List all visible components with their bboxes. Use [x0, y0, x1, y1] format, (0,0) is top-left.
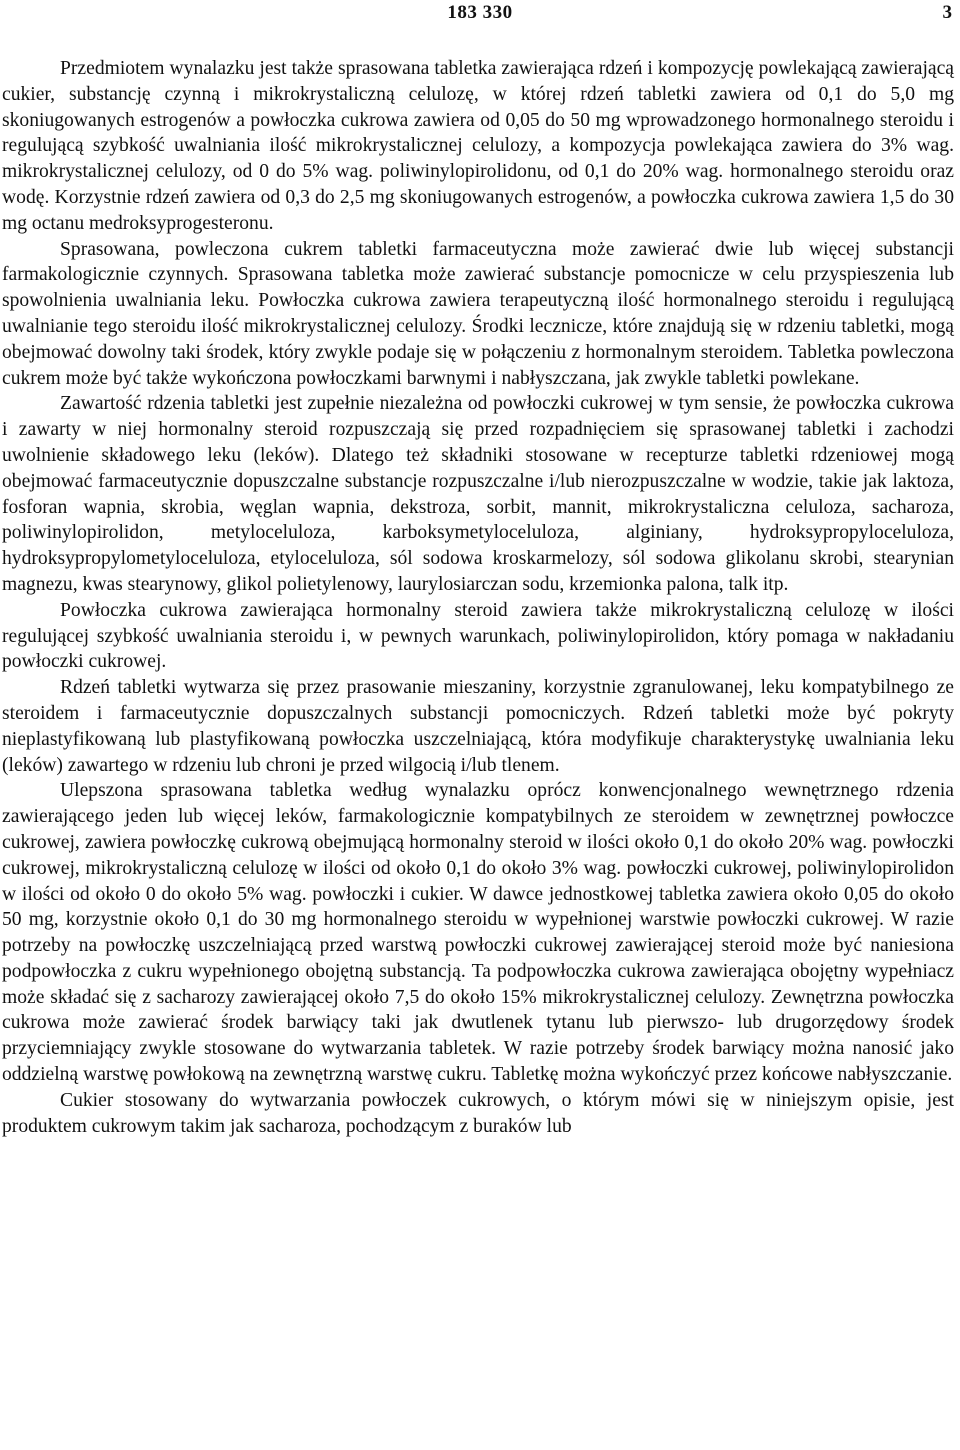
- paragraph: Cukier stosowany do wytwarzania powłoczek cukrowych, o którym mówi się w niniejszym opisie, jest produktem cukrowym takim jak sacharoza, pochodzącym z buraków lub: [2, 1089, 954, 1137]
- page-header: [0, 0, 960, 30]
- paragraph: Rdzeń tabletki wytwarza się przez prasowanie mieszaniny, korzystnie zgranulowanej, leku kompatybilnego ze steroidem i farmaceutycznie dopuszczalnych substancji pomocniczych. Rdzeń tabletki może być pokryty nieplastyfikowaną lub plastyfikowaną powłoczka uszczelniającą, która modyfikuje charakterystykę uwalniania leku (leków) zawartego w rdzeniu lub chroni je przed wilgocią i/lub tlenem.: [2, 677, 954, 776]
- paragraph: Sprasowana, powleczona cukrem tabletki farmaceutyczna może zawierać dwie lub więcej substancji farmakologicznie czynnych. Sprasowana tabletka może zawierać substancje pomocnicze w celu przyspieszenia lub spowolnienia uwalniania leku. Powłoczka cukrowa zawiera terapeutyczną ilość hormonalnego steroidu i regulującą uwalnianie tego steroidu ilość mikrokrystalicznej celulozy. Środki lecznicze, które znajdują się w rdzeniu tabletki, mogą obejmować dowolny taki środek, który zwykle podaje się w połączeniu z hormonalnym steroidem. Tabletka powleczona cukrem może być także wykończona powłoczkami barwnymi i nabłyszczana, jak zwykle tabletki powlekane.: [2, 238, 954, 389]
- paragraph: Przedmiotem wynalazku jest także sprasowana tabletka zawierająca rdzeń i kompozycję powlekającą zawierającą cukier, substancję czynną i mikrokrystaliczną celulozę, w której rdzeń tabletki zawiera od 0,1 do 5,0 mg skoniugowanych estrogenów a powłoczka cukrowa zawiera od 0,05 do 50 mg wprowadzonego hormonalnego steroidu i regulującą szybkość uwalniania ilość mikrokrystalicznej celulozy, a kompozycja powlekająca zawiera do 3% wag. mikrokrystalicznej celulozy, od 0 do 5% wag. poliwinylopirolidonu, od 0,1 do 20% wag. hormonalnego steroidu oraz wodę. Korzystnie rdzeń zawiera od 0,3 do 2,5 mg skoniugowanych estrogenów, a powłoczka cukrowa zawiera 1,5 do 30 mg octanu medroksyprogesteronu.: [2, 58, 954, 234]
- paragraph: Ulepszona sprasowana tabletka według wynalazku oprócz konwencjonalnego wewnętrznego rdzenia zawierającego jeden lub więcej leków, farmakologicznie kompatybilnych ze steroidem w zewnętrznej powłoczce cukrowej, zawiera powłoczkę cukrową obejmującą hormonalny steroid w ilości około 0,1 do około 20% wag. powłoczki cukrowej, mikrokrystaliczną celulozę w ilości od około 0,1 do około 3% wag. powłoczki cukrowej, poliwinylopirolidon w ilości od około 0 do około 5% wag. powłoczki i cukier. W dawce jednostkowej tabletka zawiera około 0,05 do około 50 mg, korzystnie około 0,1 do 30 mg hormonalnego steroidu w wypełnionej warstwie powłoczki cukrowej. W razie potrzeby na powłoczkę uszczelniającą przed warstwą powłoczki cukrowej zawierającej steroid może być naniesiona podpowłoczka z cukru wypełnionego obojętną substancją. Ta podpowłoczka cukrowa zawierająca obojętny wypełniacz może składać się z sacharozy zawierającej około 7,5 do około 15% mikrokrystalicznej celulozy. Zewnętrzna powłoczka cukrowa może zawierać środek barwiący taki jak dwutlenek tytanu lub pierwszo- lub drugorzędowy środek przyciemniający zwykle stosowane do wytwarzania tabletek. W razie potrzeby środek barwiący można nanosić jako oddzielną warstwę powłokową na zewnętrzną warstwę cukru. Tabletkę można wykończyć przez końcowe nabłyszczanie.: [2, 780, 954, 1086]
- body-text: [2, 56, 954, 1139]
- paragraph: Powłoczka cukrowa zawierająca hormonalny steroid zawiera także mikrokrystaliczną celulozę w ilości regulującej szybkość uwalniania steroidu i, w pewnych warunkach, poliwinylopirolidon, który pomaga w nakładaniu powłoczki cukrowej.: [2, 599, 954, 673]
- patent-number: 183 330: [447, 2, 513, 23]
- page-number: 3: [942, 2, 952, 23]
- paragraph: Zawartość rdzenia tabletki jest zupełnie niezależna od powłoczki cukrowej w tym sensie, że powłoczka cukrowa i zawarty w niej hormonalny steroid rozpuszczają się przed rozpadnięciem się sprasowanej tabletki i zachodzi uwolnienie składowego leku (leków). Dlatego też składniki stosowane w recepturze tabletki rdzeniowej mogą obejmować farmaceutycznie dopuszczalne substancje rozpuszczalne i/lub nierozpuszczalne w wodzie, takie jak laktoza, fosforan wapnia, skrobia, węglan wapnia, dekstroza, sorbit, mannit, mikrokrystaliczna celuloza, sacharoza, poliwinylopirolidon, metyloceluloza, karboksymetyloceluloza, alginiany, hydroksypropyloceluloza, hydroksypropylometyloceluloza, etyloceluloza, sól sodowa kroskarmelozy, sól sodowa glikolanu skrobi, stearynian magnezu, kwas stearynowy, glikol polietylenowy, laurylosiarczan sodu, krzemionka palona, talk itp.: [2, 393, 954, 595]
